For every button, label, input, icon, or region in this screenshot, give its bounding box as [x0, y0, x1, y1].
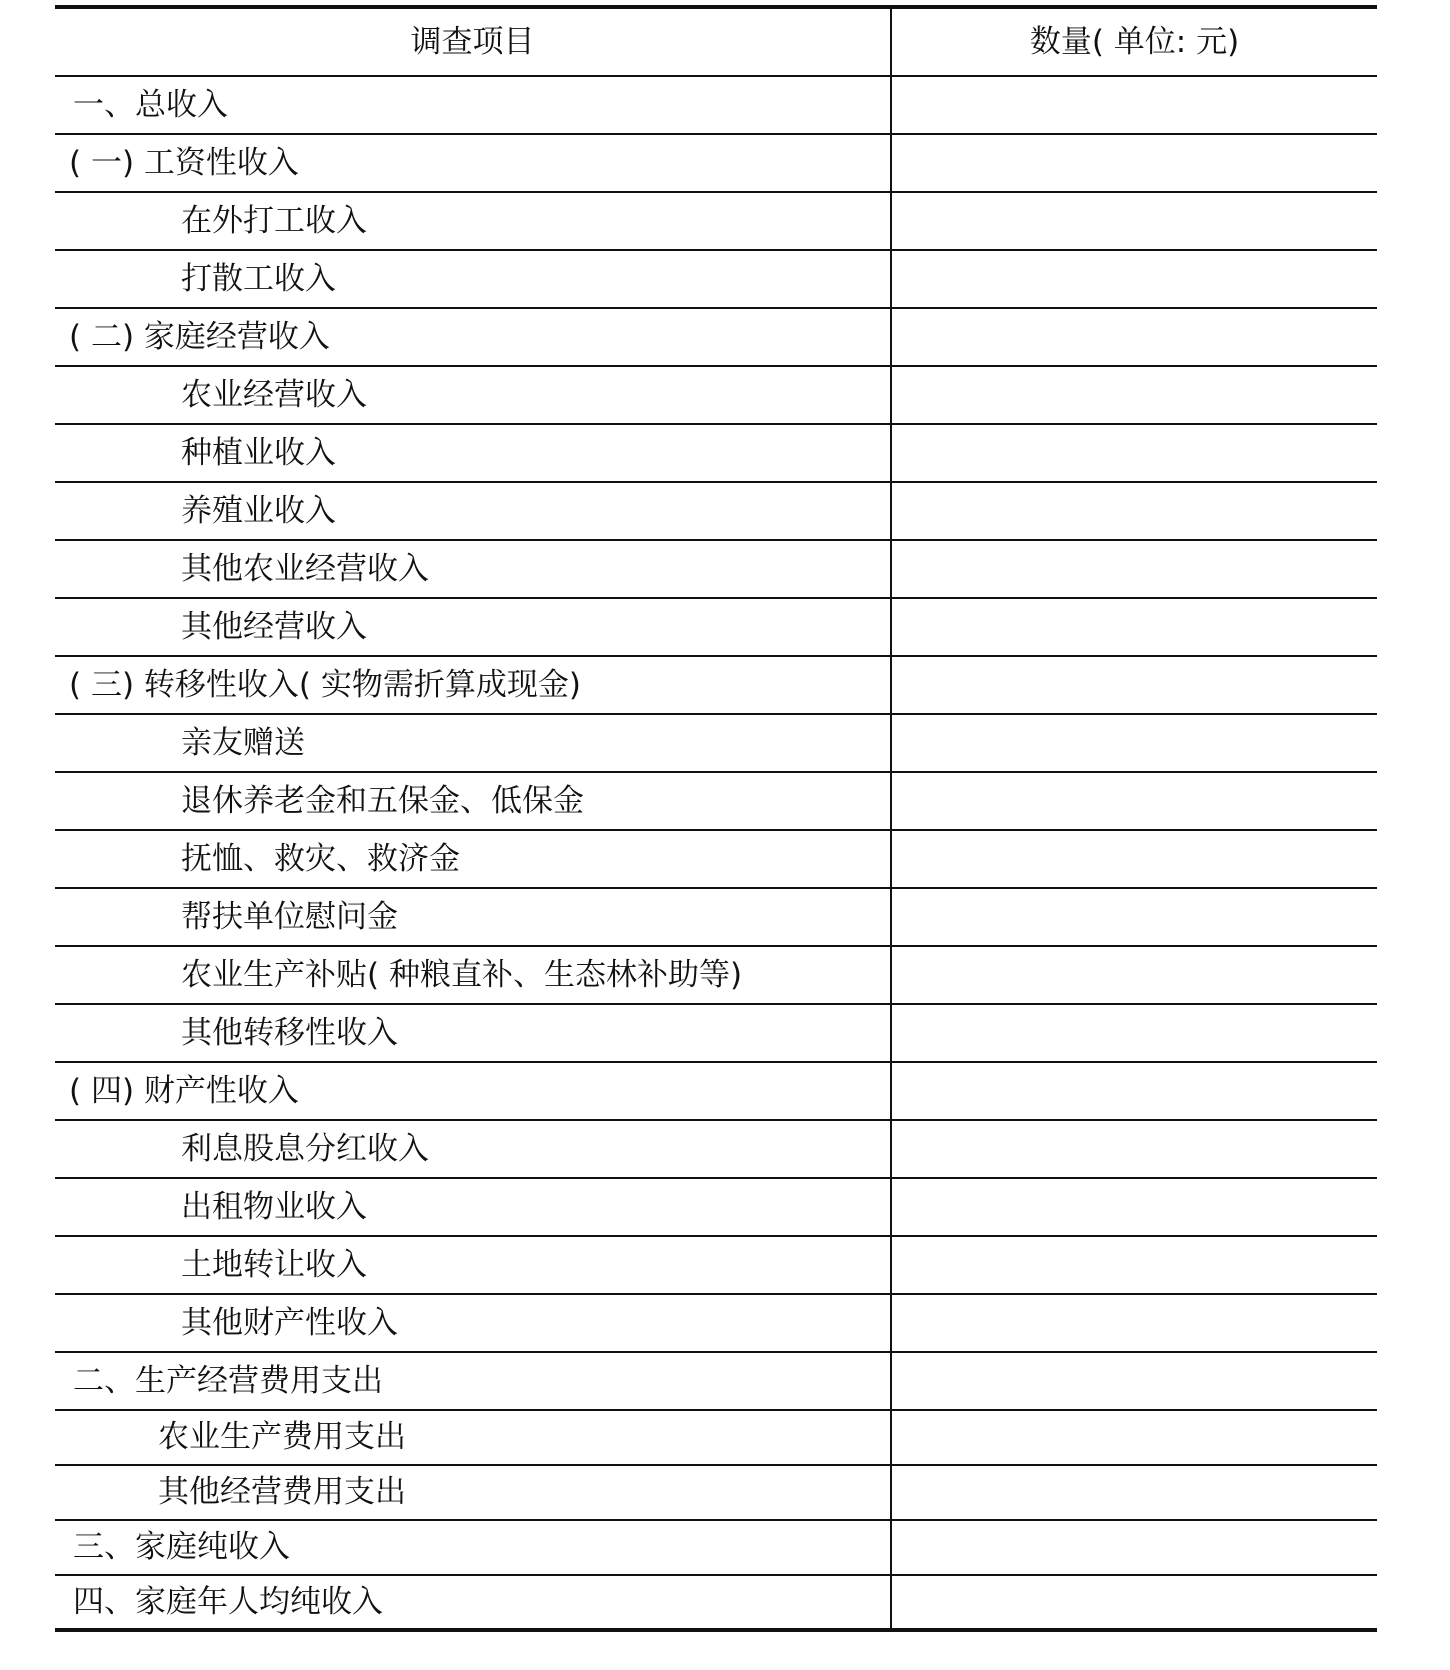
table-row — [55, 1410, 1377, 1465]
row-item-label: 亲友赠送 — [55, 714, 891, 772]
row-item-label: 其他农业经营收入 — [55, 540, 891, 598]
table-row — [55, 1520, 1377, 1575]
row-amount-cell[interactable] — [891, 772, 1377, 830]
table-row — [55, 1575, 1377, 1630]
row-amount-cell[interactable] — [891, 1352, 1377, 1410]
row-amount-cell[interactable] — [891, 76, 1377, 134]
header-quantity: 数量( 单位: 元) — [891, 7, 1377, 76]
table-row — [55, 598, 1377, 656]
table-row — [55, 946, 1377, 1004]
row-item-label: 帮扶单位慰问金 — [55, 888, 891, 946]
row-amount-cell[interactable] — [891, 308, 1377, 366]
row-item-label: 在外打工收入 — [55, 192, 891, 250]
row-item-label: 三、家庭纯收入 — [55, 1520, 891, 1575]
table-row — [55, 888, 1377, 946]
table-row — [55, 482, 1377, 540]
row-amount-cell[interactable] — [891, 598, 1377, 656]
row-item-label: 其他经营费用支出 — [55, 1465, 891, 1520]
row-item-label: ( 四) 财产性收入 — [55, 1062, 891, 1120]
row-item-label: ( 二) 家庭经营收入 — [55, 308, 891, 366]
row-amount-cell[interactable] — [891, 1120, 1377, 1178]
row-amount-cell[interactable] — [891, 134, 1377, 192]
row-amount-cell[interactable] — [891, 540, 1377, 598]
row-amount-cell[interactable] — [891, 1236, 1377, 1294]
table-row — [55, 134, 1377, 192]
row-amount-cell[interactable] — [891, 366, 1377, 424]
table-row — [55, 656, 1377, 714]
row-item-label: 农业生产费用支出 — [55, 1410, 891, 1465]
table-row — [55, 366, 1377, 424]
row-amount-cell[interactable] — [891, 656, 1377, 714]
table-row — [55, 1465, 1377, 1520]
row-amount-cell[interactable] — [891, 192, 1377, 250]
income-survey-table — [55, 5, 1377, 1632]
table-row — [55, 1178, 1377, 1236]
table-header-row — [55, 7, 1377, 76]
row-amount-cell[interactable] — [891, 1410, 1377, 1465]
table-row — [55, 424, 1377, 482]
table-row — [55, 192, 1377, 250]
header-survey-item: 调查项目 — [55, 7, 891, 76]
row-item-label: 种植业收入 — [55, 424, 891, 482]
row-item-label: 其他财产性收入 — [55, 1294, 891, 1352]
row-amount-cell[interactable] — [891, 1178, 1377, 1236]
row-amount-cell[interactable] — [891, 1062, 1377, 1120]
row-item-label: 出租物业收入 — [55, 1178, 891, 1236]
row-item-label: 养殖业收入 — [55, 482, 891, 540]
row-item-label: 农业生产补贴( 种粮直补、生态林补助等) — [55, 946, 891, 1004]
row-item-label: 抚恤、救灾、救济金 — [55, 830, 891, 888]
table-row — [55, 308, 1377, 366]
row-item-label: 其他转移性收入 — [55, 1004, 891, 1062]
row-amount-cell[interactable] — [891, 830, 1377, 888]
row-item-label: 二、生产经营费用支出 — [55, 1352, 891, 1410]
row-item-label: 打散工收入 — [55, 250, 891, 308]
table-row — [55, 1236, 1377, 1294]
table-row — [55, 1120, 1377, 1178]
table-row — [55, 1352, 1377, 1410]
table-row — [55, 1062, 1377, 1120]
table-row — [55, 1004, 1377, 1062]
row-item-label: ( 一) 工资性收入 — [55, 134, 891, 192]
row-item-label: 其他经营收入 — [55, 598, 891, 656]
row-amount-cell[interactable] — [891, 714, 1377, 772]
row-amount-cell[interactable] — [891, 1575, 1377, 1630]
row-item-label: 退休养老金和五保金、低保金 — [55, 772, 891, 830]
row-amount-cell[interactable] — [891, 1465, 1377, 1520]
row-item-label: ( 三) 转移性收入( 实物需折算成现金) — [55, 656, 891, 714]
table-body — [55, 76, 1377, 1630]
row-item-label: 土地转让收入 — [55, 1236, 891, 1294]
table-row — [55, 250, 1377, 308]
table-row — [55, 76, 1377, 134]
row-amount-cell[interactable] — [891, 250, 1377, 308]
row-amount-cell[interactable] — [891, 1004, 1377, 1062]
table-row — [55, 714, 1377, 772]
table-row — [55, 540, 1377, 598]
row-amount-cell[interactable] — [891, 946, 1377, 1004]
row-amount-cell[interactable] — [891, 1520, 1377, 1575]
row-item-label: 一、总收入 — [55, 76, 891, 134]
row-item-label: 四、家庭年人均纯收入 — [55, 1575, 891, 1630]
table-row — [55, 1294, 1377, 1352]
row-item-label: 农业经营收入 — [55, 366, 891, 424]
table-row — [55, 772, 1377, 830]
row-amount-cell[interactable] — [891, 1294, 1377, 1352]
table-row — [55, 830, 1377, 888]
row-item-label: 利息股息分红收入 — [55, 1120, 891, 1178]
row-amount-cell[interactable] — [891, 424, 1377, 482]
row-amount-cell[interactable] — [891, 482, 1377, 540]
row-amount-cell[interactable] — [891, 888, 1377, 946]
